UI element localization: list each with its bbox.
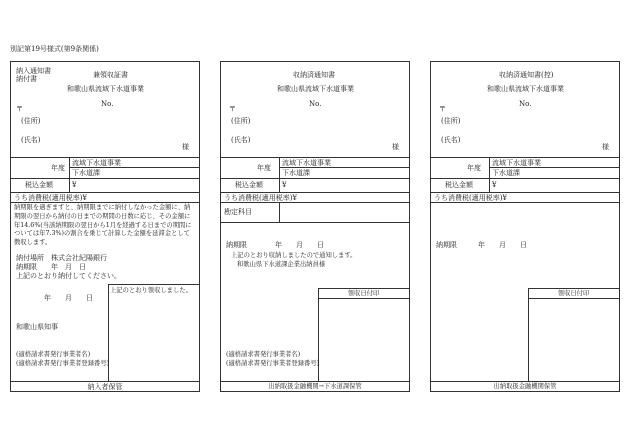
slip1-postal-mark: 〒 (16, 105, 23, 113)
slip3-yen: ¥ (492, 181, 497, 189)
slip1-tax-label: うち消費税(適用税率)¥ (14, 194, 87, 202)
slip1-year-label: 年度 (51, 164, 65, 172)
slip3-due-date: 納期限 年 月 日 (436, 241, 527, 249)
slip2-postal-mark: 〒 (229, 105, 236, 113)
slip1-yen: ¥ (72, 181, 77, 189)
slip3-address-label: (住所) (441, 117, 461, 125)
slip-receipt-notice-copy (430, 61, 620, 392)
slip1-invoice-line1: (適格請求書発行事業者名) (16, 351, 91, 358)
slip1-amount-label: 税込金額 (25, 181, 53, 189)
slip3-postal-mark: 〒 (439, 105, 446, 113)
slip1-address-label: (住所) (21, 117, 41, 125)
slip3-year-label: 年度 (467, 164, 481, 172)
slip2-title: 収納済通知書 (293, 71, 335, 79)
slip1-governor: 和歌山県知事 (16, 323, 58, 331)
slip2-notice1: 上記のとおり収納しましたので通知します。 (231, 252, 357, 259)
slip3-issuer: 和歌山県流域下水道事業 (487, 85, 564, 93)
slip1-no-label: No. (101, 100, 114, 108)
slip3-honorific: 様 (602, 143, 609, 151)
slip2-issuer: 和歌山県流域下水道事業 (277, 85, 354, 93)
slip2-no-label: No. (309, 100, 322, 108)
slip3-no-label: No. (519, 100, 532, 108)
slip2-amount-label: 税込金額 (235, 181, 263, 189)
slip3-stamp-label: 領収日付印 (557, 290, 590, 297)
slip-payer-copy (10, 61, 200, 392)
slip3-footer: 出納取扱金融機関保管 (493, 383, 557, 390)
slip2-honorific: 様 (392, 143, 399, 151)
slip2-footer: 出納取扱金融機関→下水道課保管 (268, 383, 362, 390)
slip1-payment-place: 納付場所 株式会社紀陽銀行 (16, 254, 107, 262)
slip3-project: 流域下水道事業 (492, 159, 541, 167)
slip2-notice2: 和歌山県下水道課企業出納員様 (237, 261, 326, 268)
slip1-request: 上記のとおり納付してください。 (16, 272, 121, 280)
slip1-footer: 納入者保管 (87, 383, 123, 391)
slip2-account-label: 勘定科目 (224, 208, 252, 216)
slip3-tax-label: うち消費税(適用税率)¥ (434, 194, 507, 202)
slip3-name-label: (氏名) (441, 136, 461, 144)
slip1-date-line: 年 月 日 (44, 294, 93, 302)
slip1-title-right: 兼領収証書 (93, 71, 128, 79)
slip2-invoice-line1: (適格請求書発行事業者名) (226, 351, 301, 358)
slip2-project: 流域下水道事業 (282, 159, 331, 167)
slip1-title-line1: 納入通知書 (16, 67, 51, 75)
form-title: 別記第19号様式(第9条関係) (10, 45, 99, 53)
slip3-title: 収納済通知書(控) (499, 71, 554, 79)
slip1-title-line2: 納付書 (16, 75, 37, 83)
slip2-address-label: (住所) (231, 117, 251, 125)
slip1-received-stamp: 上記のとおり領収しました。 (110, 287, 192, 294)
slip1-due-date: 納期限 年 月 日 (16, 263, 86, 271)
slip2-invoice-line2: (適格請求書発行事業者登録番号) (226, 360, 320, 367)
slip1-honorific: 様 (182, 143, 189, 151)
slip2-category: 下水道課 (282, 169, 310, 177)
slip3-category: 下水道課 (492, 169, 520, 177)
slip2-year-label: 年度 (257, 164, 271, 172)
slip-receipt-notice (220, 61, 410, 392)
slip1-name-label: (氏名) (21, 136, 41, 144)
slip1-project: 流域下水道事業 (72, 159, 121, 167)
slip1-issuer: 和歌山県流域下水道事業 (67, 85, 144, 93)
slip2-tax-label: うち消費税(適用税率)¥ (224, 194, 297, 202)
slip2-name-label: (氏名) (231, 136, 251, 144)
slip2-due-date: 納期限 年 月 日 (226, 241, 324, 249)
slip2-yen: ¥ (282, 181, 287, 189)
slip1-notice: 納期限を過ぎますと、納期限までに納付しなかった金額に、納期限の翌日から納付の日までの期間の日数に応じ、その金額に年14.6%(当該納期限の翌日から1月を経過する日までの期間については年7.3%)の割合を乗じて計算した金額を延滞金として徴収します。 (14, 204, 192, 247)
slip1-invoice-line2: (適格請求書発行事業者登録番号) (16, 360, 110, 367)
slip1-category: 下水道課 (72, 169, 100, 177)
slip2-stamp-label: 領収日付印 (347, 290, 380, 297)
slip3-amount-label: 税込金額 (445, 181, 473, 189)
